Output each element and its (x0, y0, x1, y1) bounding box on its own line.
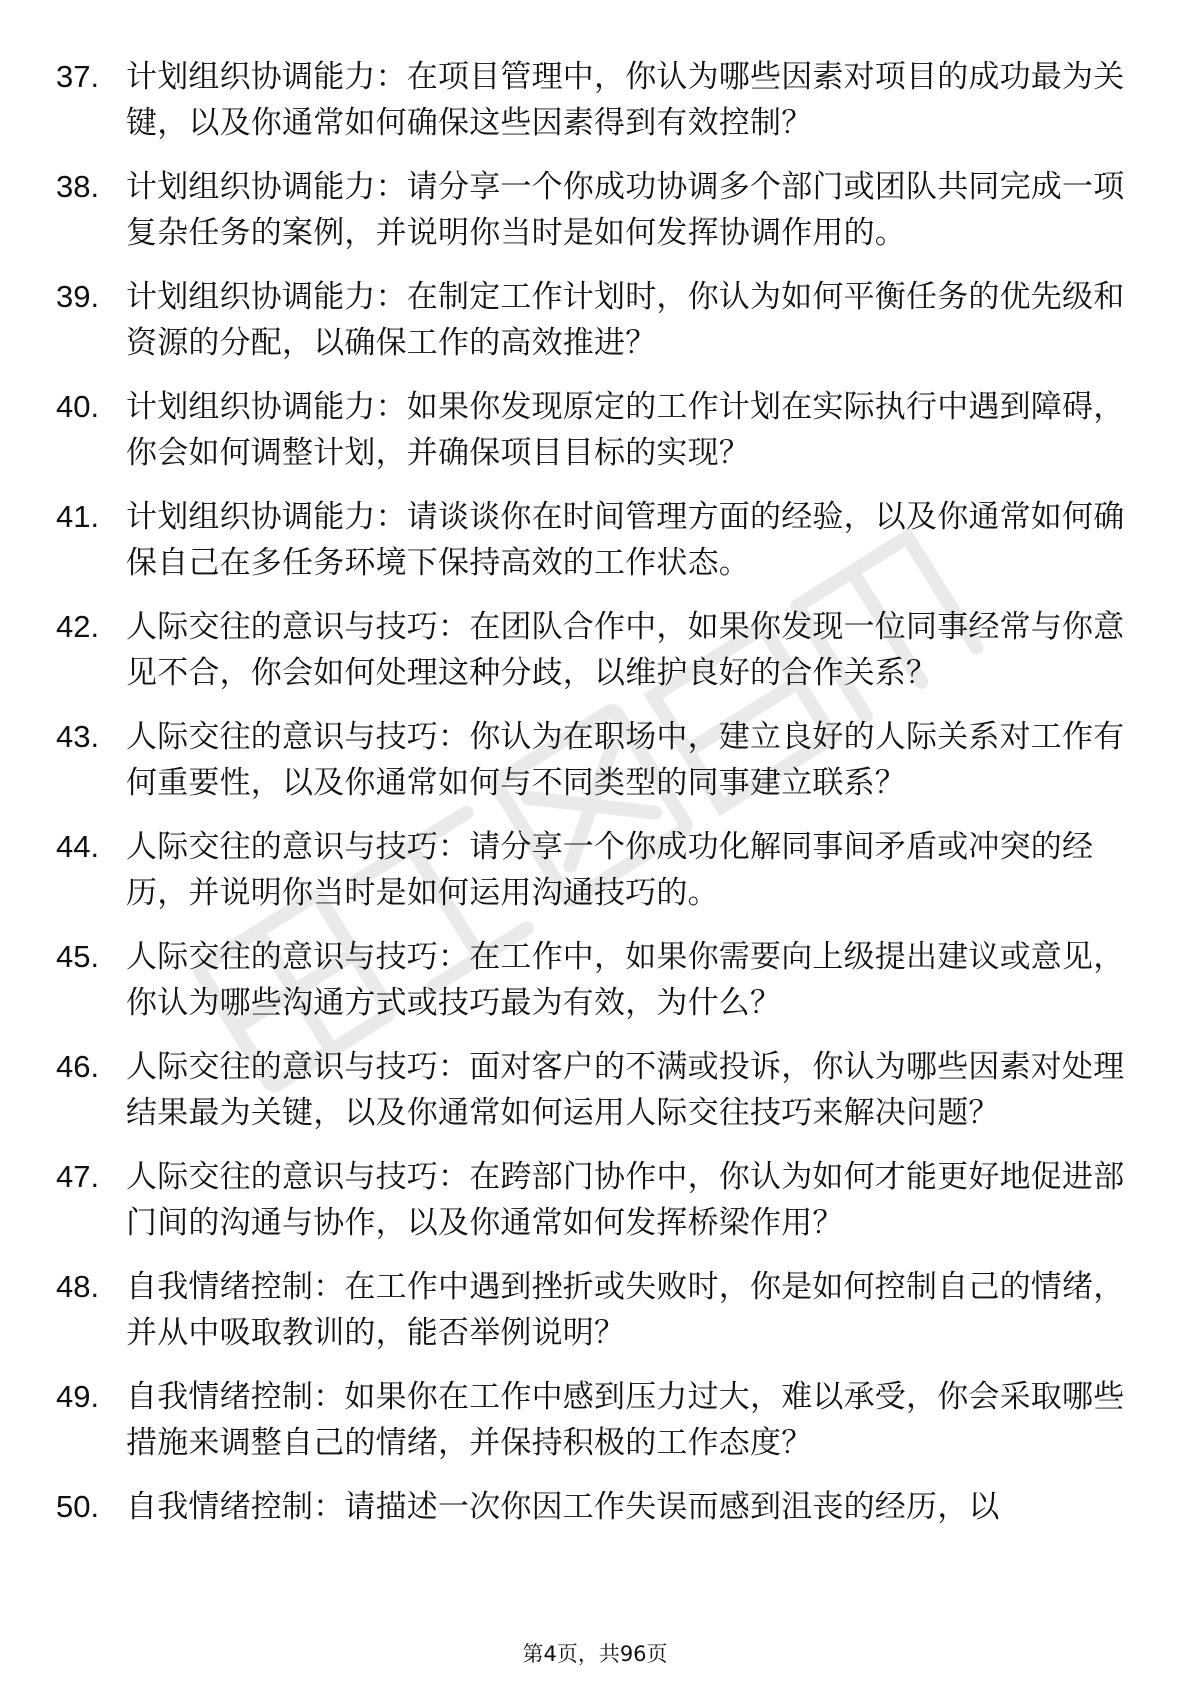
question-item (56, 714, 1126, 806)
question-number: 45. (56, 939, 100, 974)
question-number: 39. (56, 279, 100, 314)
question-number: 37. (56, 59, 100, 94)
question-text: 计划组织协调能力：如果你发现原定的工作计划在实际执行中遇到障碍，你会如何调整计划，并确保项目目标的实现？ (126, 389, 1125, 471)
question-text: 人际交往的意识与技巧：你认为在职场中，建立良好的人际关系对工作有何重要性，以及你通常如何与不同类型的同事建立联系？ (126, 719, 1125, 801)
question-text: 人际交往的意识与技巧：面对客户的不满或投诉，你认为哪些因素对处理结果最为关键，以及你通常如何运用人际交往技巧来解决问题？ (126, 1049, 1125, 1131)
question-number: 40. (56, 389, 100, 424)
question-item (56, 1374, 1126, 1466)
question-text: 自我情绪控制：在工作中遇到挫折或失败时，你是如何控制自己的情绪，并从中吸取教训的，能否举例说明？ (126, 1269, 1125, 1351)
question-number: 50. (56, 1489, 100, 1524)
question-item (56, 934, 1126, 1026)
question-text: 自我情绪控制：请描述一次你因工作失误而感到沮丧的经历，以 (126, 1489, 1000, 1525)
question-list (56, 54, 1126, 1548)
question-text: 计划组织协调能力：在项目管理中，你认为哪些因素对项目的成功最为关键，以及你通常如何确保这些因素得到有效控制？ (126, 59, 1125, 141)
question-number: 46. (56, 1049, 100, 1084)
question-number: 48. (56, 1269, 100, 1304)
question-number: 49. (56, 1379, 100, 1414)
question-item (56, 54, 1126, 146)
question-number: 47. (56, 1159, 100, 1194)
question-number: 43. (56, 719, 100, 754)
question-item (56, 604, 1126, 696)
question-item (56, 274, 1126, 366)
question-item (56, 494, 1126, 586)
page-footer: 第4页，共96页 (522, 1642, 668, 1666)
question-text: 计划组织协调能力：在制定工作计划时，你认为如何平衡任务的优先级和资源的分配，以确保工作的高效推进？ (126, 279, 1125, 361)
question-item (56, 164, 1126, 256)
question-item (56, 384, 1126, 476)
question-number: 42. (56, 609, 100, 644)
question-item (56, 1264, 1126, 1356)
question-text: 人际交往的意识与技巧：在工作中，如果你需要向上级提出建议或意见，你认为哪些沟通方式或技巧最为有效，为什么？ (126, 939, 1125, 1021)
question-number: 41. (56, 499, 100, 534)
question-number: 44. (56, 829, 100, 864)
question-text: 自我情绪控制：如果你在工作中感到压力过大，难以承受，你会采取哪些措施来调整自己的情绪，并保持积极的工作态度？ (126, 1379, 1125, 1461)
question-text: 计划组织协调能力：请分享一个你成功协调多个部门或团队共同完成一项复杂任务的案例，并说明你当时是如何发挥协调作用的。 (126, 169, 1125, 251)
question-item (56, 1044, 1126, 1136)
question-number: 38. (56, 169, 100, 204)
question-item (56, 1484, 1126, 1530)
question-text: 人际交往的意识与技巧：在跨部门协作中，你认为如何才能更好地促进部门间的沟通与协作，以及你通常如何发挥桥梁作用？ (126, 1159, 1125, 1241)
question-text: 计划组织协调能力：请谈谈你在时间管理方面的经验，以及你通常如何确保自己在多任务环境下保持高效的工作状态。 (126, 499, 1125, 581)
question-item (56, 1154, 1126, 1246)
question-text: 人际交往的意识与技巧：请分享一个你成功化解同事间矛盾或冲突的经历，并说明你当时是如何运用沟通技巧的。 (126, 829, 1094, 911)
question-item (56, 824, 1126, 916)
question-text: 人际交往的意识与技巧：在团队合作中，如果你发现一位同事经常与你意见不合，你会如何处理这种分歧，以维护良好的合作关系？ (126, 609, 1125, 691)
